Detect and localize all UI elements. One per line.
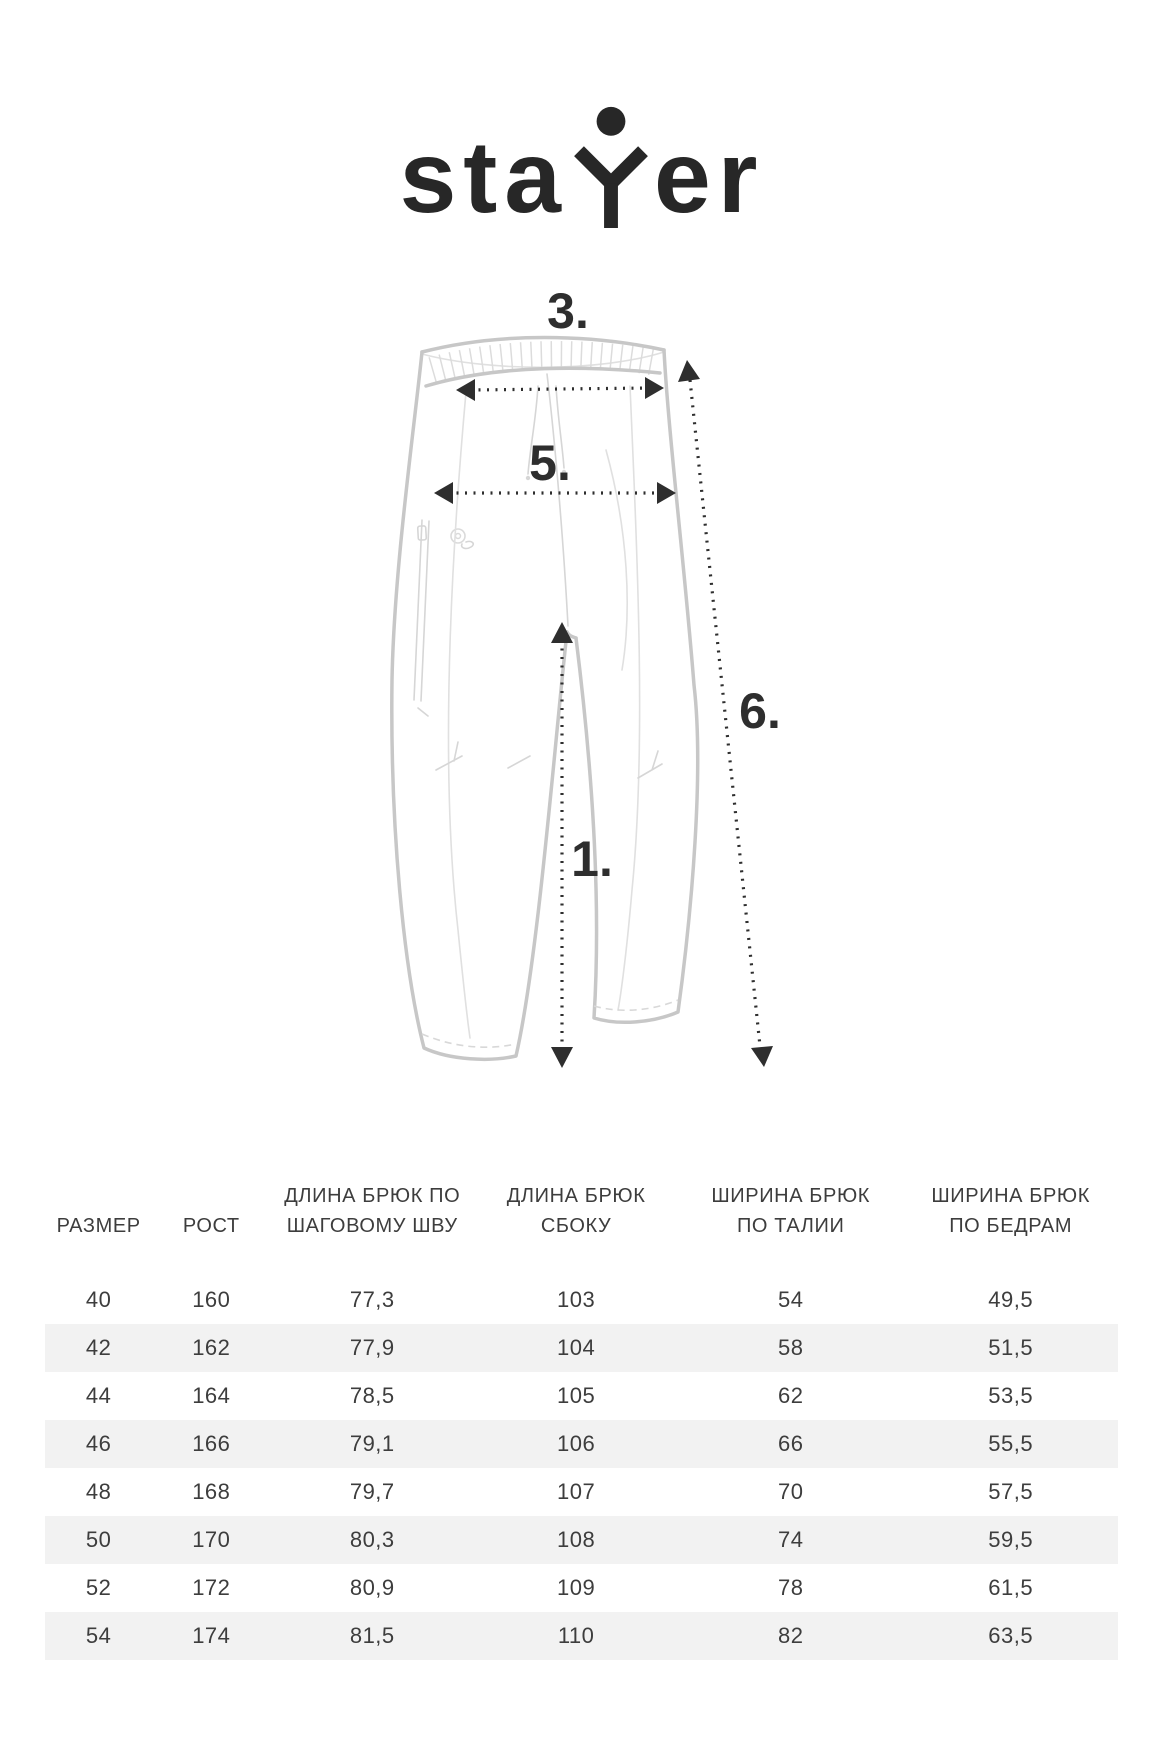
table-cell: 40 [85,1287,112,1312]
pants-line-art [370,270,790,1080]
table-cell: 51,5 [988,1335,1034,1360]
table-row [45,1564,1118,1612]
table-cell: 105 [556,1383,596,1408]
table-cell: 103 [556,1287,596,1312]
table-cell: 70 [777,1479,804,1504]
table-cell: 78 [777,1575,804,1600]
size-table-header [45,1163,1118,1241]
table-cell: 164 [192,1383,231,1408]
header-line: СБОКУ [540,1215,612,1237]
table-cell: 104 [556,1335,596,1360]
table-cell: 80,3 [349,1527,395,1552]
table-cell: 58 [777,1335,804,1360]
stayer-person-y-icon [571,100,651,228]
header-line: РОСТ [182,1215,240,1237]
table-cell: 77,3 [349,1287,395,1312]
table-cell: 168 [192,1479,231,1504]
waist-width-arrow [470,388,650,390]
table-cell: 82 [777,1623,804,1648]
side-length-label: 6. [739,683,781,739]
header-line: ШИРИНА БРЮК [711,1185,871,1207]
column-header-hip-width [903,1181,1118,1241]
table-cell: 106 [556,1431,596,1456]
table-cell: 50 [85,1527,112,1552]
table-cell: 166 [192,1431,231,1456]
table-cell: 49,5 [988,1287,1034,1312]
table-cell: 52 [85,1575,112,1600]
table-cell: 81,5 [349,1623,395,1648]
table-row [45,1324,1118,1372]
table-cell: 62 [777,1383,804,1408]
table-cell: 108 [556,1527,596,1552]
hip-width-label: 5. [529,435,571,491]
pants-measurement-diagram [370,270,790,1080]
column-header-size [45,1211,152,1241]
column-header-side-length [474,1181,678,1241]
table-row [45,1516,1118,1564]
table-row [45,1612,1118,1660]
table-row [45,1468,1118,1516]
header-line: ШАГОВОМУ ШВУ [286,1215,458,1237]
size-table-body [45,1276,1118,1660]
column-header-height [152,1211,270,1241]
table-cell: 46 [85,1431,112,1456]
logo-text-right: er [654,120,765,234]
table-cell: 54 [85,1623,112,1648]
table-cell: 79,7 [349,1479,395,1504]
header-line: ДЛИНА БРЮК ПО [284,1185,461,1207]
table-cell: 57,5 [988,1479,1034,1504]
table-cell: 48 [85,1479,112,1504]
table-cell: 77,9 [349,1335,395,1360]
table-cell: 53,5 [988,1383,1034,1408]
table-cell: 63,5 [988,1623,1034,1648]
brand-logo [0,108,1164,234]
table-row [45,1372,1118,1420]
column-header-inseam-length [270,1181,474,1241]
table-cell: 78,5 [349,1383,395,1408]
table-cell: 55,5 [988,1431,1034,1456]
inseam-label: 1. [571,831,613,887]
table-cell: 74 [777,1527,804,1552]
table-cell: 59,5 [988,1527,1034,1552]
table-cell: 172 [192,1575,231,1600]
header-line: ПО ТАЛИИ [736,1215,845,1237]
table-cell: 162 [192,1335,231,1360]
table-cell: 66 [777,1431,804,1456]
table-cell: 160 [192,1287,231,1312]
table-cell: 107 [556,1479,596,1504]
table-cell: 54 [777,1287,804,1312]
table-cell: 80,9 [349,1575,395,1600]
waist-width-label: 3. [547,283,589,339]
table-cell: 79,1 [349,1431,395,1456]
table-cell: 42 [85,1335,112,1360]
table-cell: 61,5 [988,1575,1034,1600]
header-line: ПО БЕДРАМ [949,1215,1073,1237]
table-cell: 170 [192,1527,231,1552]
table-cell: 44 [85,1383,112,1408]
table-cell: 174 [192,1623,231,1648]
table-cell: 109 [556,1575,596,1600]
logo-text-left: sta [399,120,568,234]
header-line: РАЗМЕР [56,1215,141,1237]
column-header-waist-width [678,1181,903,1241]
table-cell: 110 [557,1623,595,1648]
size-table [45,1163,1118,1660]
header-line: ШИРИНА БРЮК [931,1185,1090,1207]
header-line: ДЛИНА БРЮК [506,1185,646,1207]
table-row [45,1276,1118,1324]
table-row [45,1420,1118,1468]
